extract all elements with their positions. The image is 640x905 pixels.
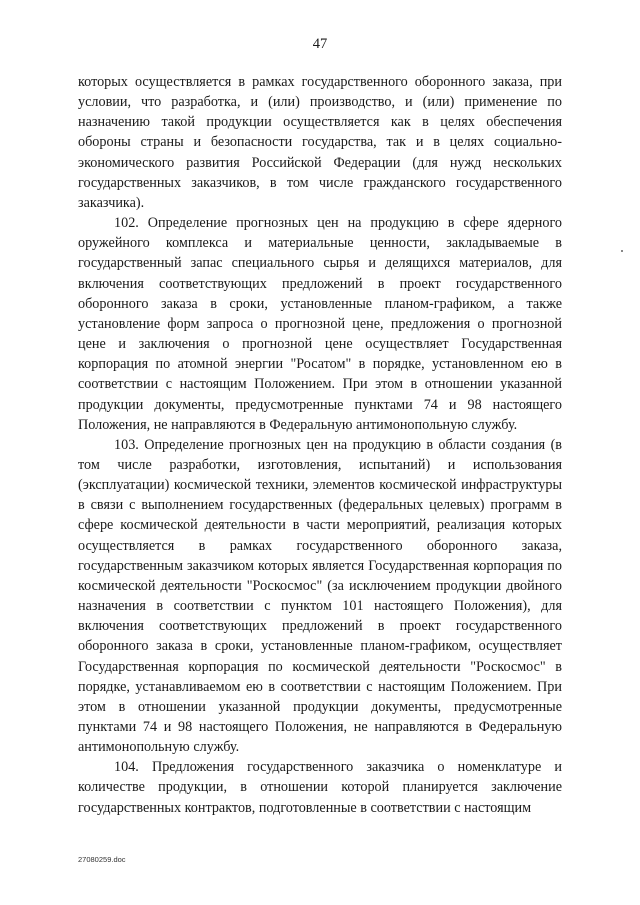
page-number: 47 bbox=[312, 36, 328, 52]
paragraph-102: 102. Определение прогнозных цен на продукцию в сфере ядерного оружейного комплекса и материальные ценности, закладываемые в государственный запас специального сырья и делящихся материалов, для включения соответствующих предложений в проект государственного оборонного заказа в сроки, установленные планом-графиком, а также установление форм запроса о прогнозной цене, предложения о прогнозной цене и заключения о прогнозной цене осуществляет Государственная корпорация по атомной энергии "Росатом" в порядке, установленном ею в соответствии с настоящим Положением. При этом в отношении указанной продукции документы, предусмотренные пунктами 74 и 98 настоящего Положения, не направляются в Федеральную антимонопольную службу. bbox=[78, 215, 562, 433]
paragraph-103: 103. Определение прогнозных цен на продукцию в области создания (в том числе разработки, изготовления, испытаний) и использования (эксплуатации) космической техники, элементов космической инфраструктуры в связи с выполнением государственных (федеральных целевых) программ в сфере космической деятельности в части мероприятий, реализация которых осуществляется в рамках государственного оборонного заказа, государственным заказчиком которых является Государственная корпорация по космической деятельности "Роскосмос" (за исключением продукции двойного назначения в соответствии с пунктом 101 настоящего Положения), для включения соответствующих предложений в проект государственного оборонного заказа в сроки, установленные планом-графиком, осуществляет Государственная корпорация по космической деятельности "Роскосмос" в порядке, устанавливаемом ею в соответствии с настоящим Положением. При этом в отношении указанной продукции документы, предусмотренные пунктами 74 и 98 настоящего Положения, не направляются в Федеральную антимонопольную службу. bbox=[78, 436, 562, 756]
paragraph-continuation: которых осуществляется в рамках государственного оборонного заказа, при условии, что разработка, и (или) производство, и (или) применение по назначению такой продукции осуществляется как в целях обеспечения обороны страны и безопасности государства, так и в целях социально-экономического развития Российской Федерации (для нужд нескольких государственных заказчиков, в том числе гражданского государственного заказчика). bbox=[78, 74, 562, 211]
scan-speck bbox=[621, 250, 623, 252]
paragraph-104: 104. Предложения государственного заказчика о номенклатуре и количестве продукции, в отношении которой планируется заключение государственных контрактов, подготовленные в соответствии с настоящим bbox=[78, 759, 562, 816]
document-footer: 27080259.doc bbox=[78, 855, 126, 864]
document-body bbox=[78, 72, 562, 818]
